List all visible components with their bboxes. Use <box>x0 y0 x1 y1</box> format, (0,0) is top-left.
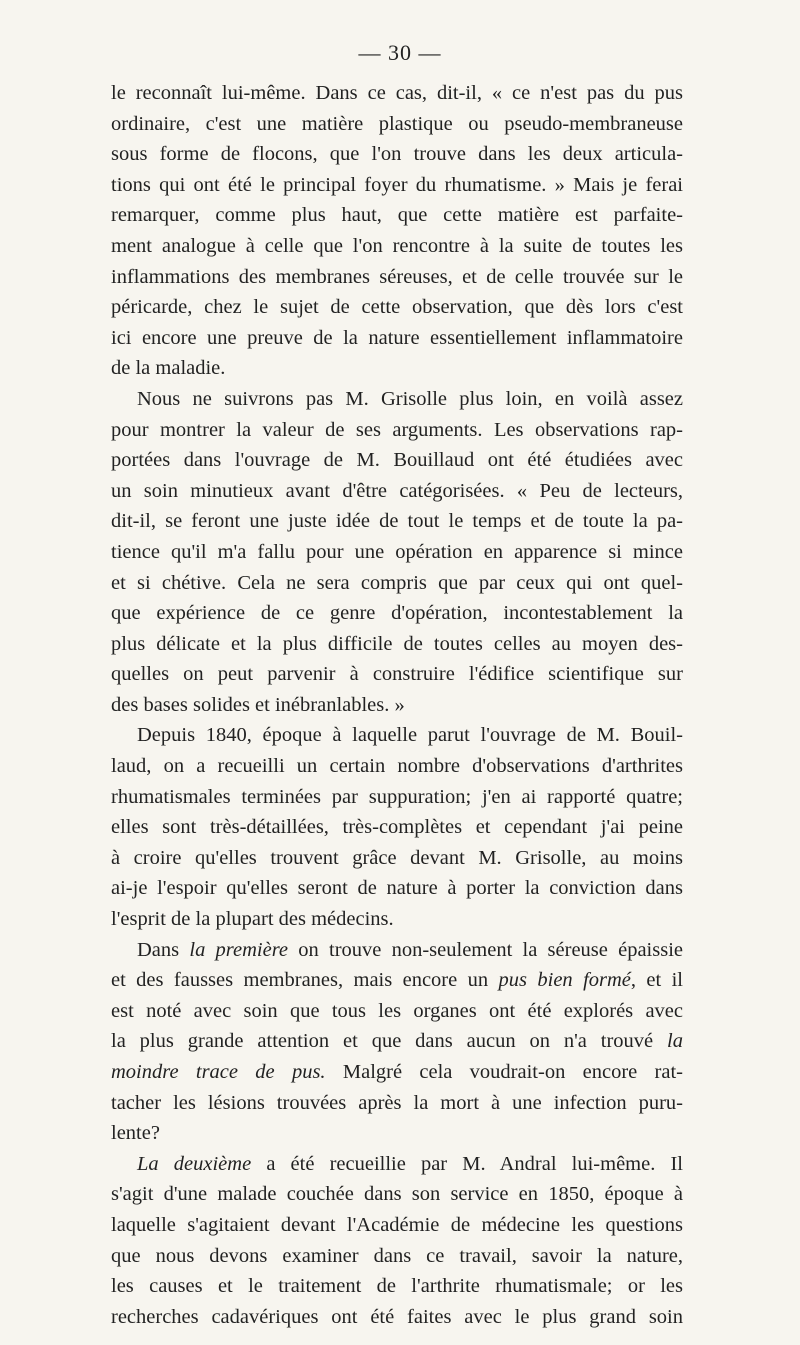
text-segment: ici encore une preuve de la nature essentiellement inflammatoire <box>111 326 683 349</box>
text-line <box>111 1302 683 1333</box>
text-segment: à croire qu'elles trouvent grâce devant M. Grisolle, au moins <box>111 846 683 869</box>
text-segment: le reconnaît lui-même. Dans ce cas, dit-il, « ce n'est pas du pus <box>111 82 683 104</box>
text-line <box>111 506 683 537</box>
text-segment: un soin minutieux avant d'être catégorisées. « Peu de lecteurs, <box>111 479 683 502</box>
text-segment: a été recueillie par M. Andral lui-même. Il <box>251 1152 684 1175</box>
text-line <box>111 751 683 782</box>
text-segment: des bases solides et inébranlables. » <box>111 693 405 716</box>
text-line <box>111 598 683 629</box>
text-segment: s'agit d'une malade couchée dans son service en 1850, époque à <box>111 1183 683 1206</box>
text-line <box>111 231 683 262</box>
text-segment: plus délicate et la plus difficile de toutes celles au moyen des- <box>111 632 683 655</box>
text-segment: quelles on peut parvenir à construire l'édifice scientifique sur <box>111 663 683 686</box>
text-segment: est noté avec soin que tous les organes ont été explorés avec <box>111 999 683 1022</box>
italic-text: moindre trace de pus. <box>111 1061 326 1083</box>
text-line <box>111 629 683 660</box>
text-segment: que nous devons examiner dans ce travail, savoir la nature, <box>111 1244 683 1267</box>
page-number: — 30 — <box>358 40 442 65</box>
text-segment: et des fausses membranes, mais encore un <box>111 969 499 992</box>
text-segment: tience qu'il m'a fallu pour une opération en apparence si mince <box>111 540 683 563</box>
text-line <box>111 904 683 935</box>
italic-text: La deuxième <box>137 1152 252 1175</box>
text-line <box>111 139 683 170</box>
text-segment: pour montrer la valeur de ses arguments. Les observations rap- <box>111 418 683 441</box>
text-line <box>111 782 683 813</box>
text-line <box>111 353 683 384</box>
text-segment: remarquer, comme plus haut, que cette matière est parfaite- <box>111 204 683 227</box>
text-line <box>111 812 683 843</box>
text-line <box>111 1088 683 1119</box>
text-line <box>111 1149 683 1180</box>
text-segment: inflammations des membranes séreuses, et de celle trouvée sur le <box>111 265 683 288</box>
text-segment: Dans <box>137 938 190 961</box>
text-line <box>111 537 683 568</box>
text-segment: , et il <box>630 969 683 992</box>
text-segment: on trouve non-seulement la séreuse épaissie <box>288 938 684 961</box>
text-line <box>111 262 683 293</box>
text-line <box>111 323 683 354</box>
text-line <box>111 384 683 415</box>
text-line <box>111 1241 683 1272</box>
body-text <box>111 78 683 1332</box>
italic-text: la <box>667 1030 683 1053</box>
text-line <box>111 1271 683 1302</box>
text-segment: Nous ne suivrons pas M. Grisolle plus loin, en voilà assez <box>137 387 683 410</box>
text-line <box>111 690 683 721</box>
text-line <box>111 476 683 507</box>
text-segment: elles sont très-détaillées, très-complètes et cependant j'ai peine <box>111 816 683 839</box>
italic-text: la première <box>189 938 289 961</box>
text-line <box>111 1179 683 1210</box>
italic-text: pus bien formé <box>498 969 631 992</box>
text-segment: ai-je l'espoir qu'elles seront de nature à porter la conviction dans <box>111 877 683 900</box>
text-line <box>111 659 683 690</box>
text-line <box>111 996 683 1027</box>
text-line <box>111 568 683 599</box>
text-line <box>111 109 683 140</box>
text-line <box>111 1118 683 1149</box>
text-segment: lente? <box>111 1122 160 1145</box>
text-segment: laquelle s'agitaient devant l'Académie de médecine les questions <box>111 1213 683 1236</box>
text-segment: recherches cadavériques ont été faites avec le plus grand soin <box>111 1305 683 1328</box>
text-segment: péricarde, chez le sujet de cette observation, que dès lors c'est <box>111 296 683 319</box>
text-line <box>111 445 683 476</box>
text-segment: ordinaire, c'est une matière plastique ou pseudo-membraneuse <box>111 112 683 135</box>
text-segment: que expérience de ce genre d'opération, incontestablement la <box>111 602 683 625</box>
text-line <box>111 200 683 231</box>
text-segment: dit-il, se feront une juste idée de tout le temps et de toute la pa- <box>111 510 683 533</box>
text-segment: laud, on a recueilli un certain nombre d'observations d'arthrites <box>111 755 683 778</box>
text-line <box>111 170 683 201</box>
text-segment: Malgré cela voudrait-on encore rat- <box>325 1061 683 1083</box>
text-line <box>111 415 683 446</box>
text-segment: et si chétive. Cela ne sera compris que par ceux qui ont quel- <box>111 571 683 594</box>
text-line <box>111 292 683 323</box>
text-segment: portées dans l'ouvrage de M. Bouillaud ont été étudiées avec <box>111 449 683 472</box>
text-segment: ment analogue à celle que l'on rencontre à la suite de toutes les <box>111 234 683 257</box>
text-segment: sous forme de flocons, que l'on trouve dans les deux articula- <box>111 143 683 166</box>
text-line <box>111 1026 683 1057</box>
text-segment: rhumatismales terminées par suppuration; j'en ai rapporté quatre; <box>111 785 683 808</box>
text-line <box>111 78 683 109</box>
text-line <box>111 965 683 996</box>
text-line <box>111 1210 683 1241</box>
text-segment: de la maladie. <box>111 357 226 380</box>
text-segment: tacher les lésions trouvées après la mort à une infection puru- <box>111 1091 683 1114</box>
text-line <box>111 1057 683 1088</box>
text-segment: les causes et le traitement de l'arthrite rhumatismale; or les <box>111 1275 683 1298</box>
text-segment: Depuis 1840, époque à laquelle parut l'ouvrage de M. Bouil- <box>137 724 683 747</box>
text-line <box>111 873 683 904</box>
text-line <box>111 935 683 966</box>
text-segment: tions qui ont été le principal foyer du rhumatisme. » Mais je ferai <box>111 173 683 196</box>
text-line <box>111 720 683 751</box>
text-segment: la plus grande attention et que dans aucun on n'a trouvé <box>111 1030 668 1053</box>
text-segment: l'esprit de la plupart des médecins. <box>111 908 394 931</box>
text-line <box>111 843 683 874</box>
